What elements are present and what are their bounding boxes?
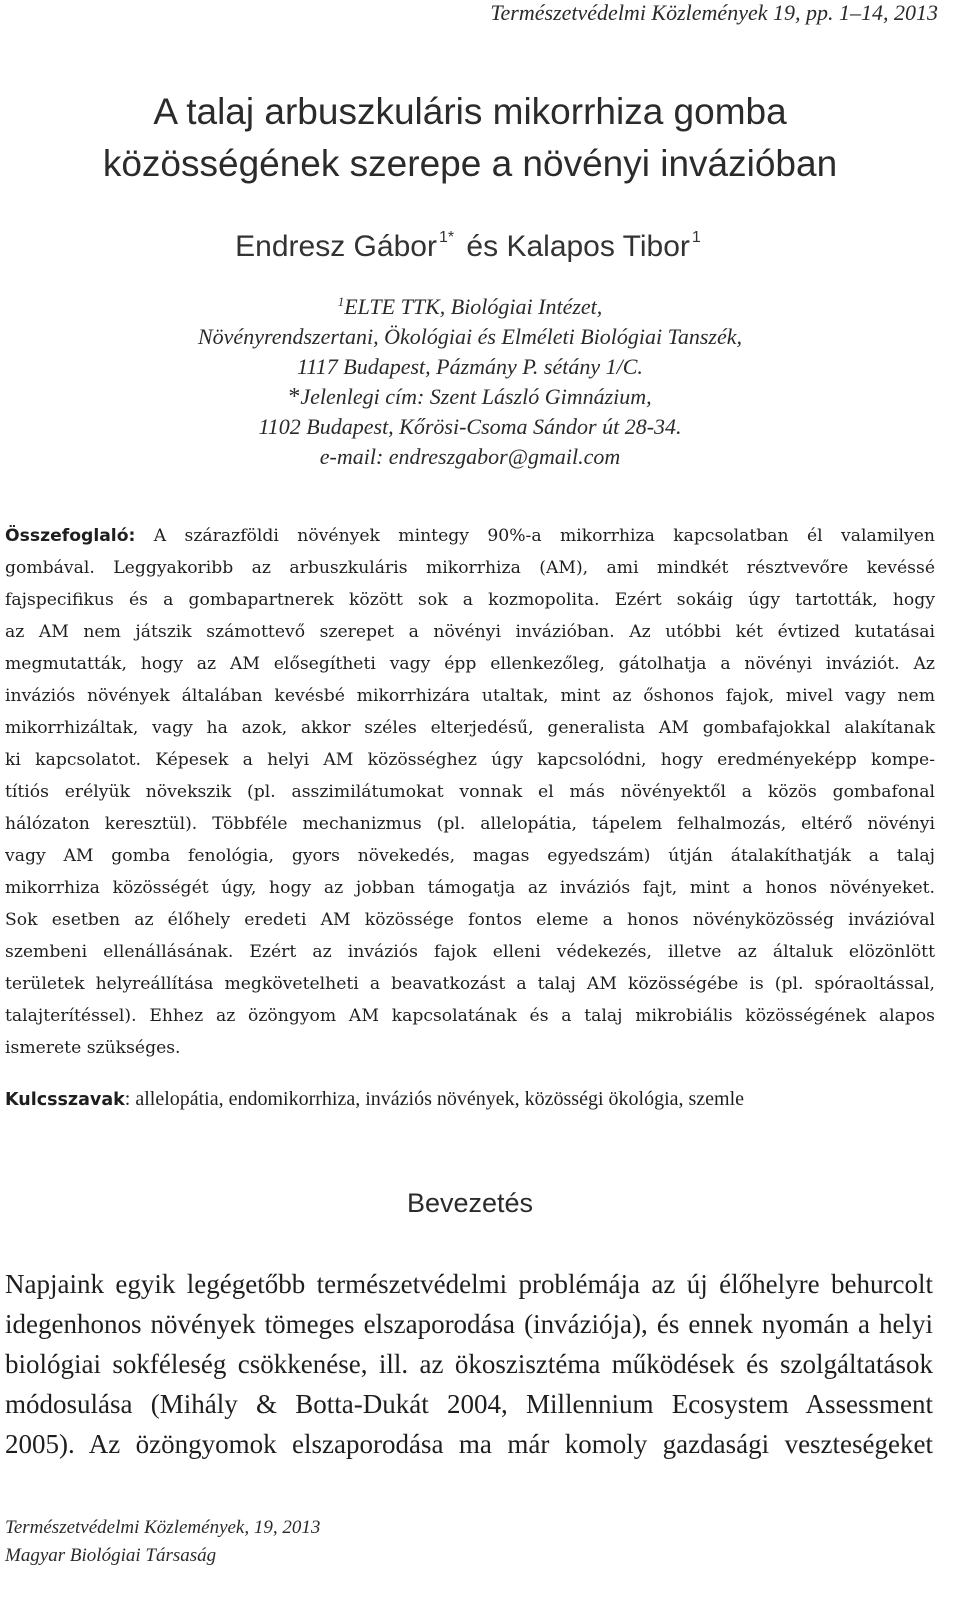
author-1-affil-mark: 1* <box>438 229 455 246</box>
body-line: módosulása (Mihály & Botta-Dukát 2004, Millennium Ecosystem Assessment <box>5 1389 933 1419</box>
author-2: Kalapos Tibor <box>506 230 690 263</box>
abstract-line: Összefoglaló: A szárazföldi növények mintegy 90%-a mikorrhiza kapcsolatban él valamilyen <box>5 526 935 546</box>
affiliation-mark: 1 <box>337 294 345 309</box>
abstract-line: szembeni ellenállásának. Ezért az inváziós fajok elleni védekezés, illetve az általuk elözönlött <box>5 942 935 962</box>
running-head: Természetvédelmi Közlemények 19, pp. 1–14, 2013 <box>490 0 938 25</box>
affiliation-line-3: 1117 Budapest, Pázmány P. sétány 1/C. <box>297 354 643 379</box>
section-heading: Bevezetés <box>406 1188 534 1218</box>
affiliation-line-1: $^1$ELTE TTK, Biológiai Intézet, <box>337 294 603 319</box>
abstract-line: inváziós növények általában kevésbé mikorrhizára utaltak, mint az őshonos fajok, mivel vagy nem <box>5 686 935 706</box>
abstract <box>5 520 935 1064</box>
abstract-line: mikorrhiza közösségét úgy, hogy az jobban támogatja az inváziós fajt, mint a honos növényeket. <box>5 878 935 898</box>
abstract-line: Sok esetben az élőhely eredeti AM közössége fontos eleme a honos növényközösség invázióval <box>5 910 935 930</box>
footer-journal: Természetvédelmi Közlemények, 19, 2013 <box>5 1517 321 1538</box>
affiliation-line-2: Növényrendszertani, Ökológiai és Elméleti Biológiai Tanszék, <box>197 324 743 349</box>
abstract-line: gombával. Leggyakoribb az arbuszkuláris mikorrhiza (AM), ami mindkét résztvevőre kevéssé <box>5 558 935 578</box>
current-address-mark: * <box>288 384 301 410</box>
abstract-line: hálózaton keresztül). Többféle mechanizmus (pl. allelopátia, tápelem felhalmozás, eltérő növényi <box>5 814 935 834</box>
introduction-text <box>5 1264 933 1464</box>
abstract-line: az AM nem játszik számottevő szerepet a növényi invázióban. Az utóbbi két évtized kutatásai <box>5 622 935 642</box>
paper-title <box>0 86 940 190</box>
keywords-label: Kulcsszavak <box>5 1090 125 1110</box>
abstract-line: vagy AM gomba fenológia, gyors növekedés, magas egyedszám) útján átalakíthatják a talaj <box>5 846 935 866</box>
keywords <box>5 1088 744 1111</box>
footer-publisher: Magyar Biológiai Társaság <box>5 1545 217 1566</box>
abstract-label: Összefoglaló: <box>5 526 136 546</box>
title-line-2: közösségének szerepe a növényi invázióban <box>102 143 838 184</box>
author-1: Endresz Gábor <box>235 230 437 263</box>
abstract-line: ismerete szükséges. <box>5 1038 181 1058</box>
author-2-affil-mark: 1 <box>691 229 701 246</box>
abstract-line: ki kapcsolatot. Képesek a helyi AM közösséghez úgy kapcsolódni, hogy eredményeképp kompe- <box>5 750 935 770</box>
body-line: biológiai sokféleség csökkenése, ill. az ökoszisztéma működések és szolgáltatások <box>5 1349 933 1379</box>
abstract-line: títiós erélyük növekszik (pl. asszimilátumokat vonnak el más növényektől a közös gombafonal <box>5 782 935 802</box>
affiliation-line-5: 1102 Budapest, Kőrösi-Csoma Sándor út 28-34. <box>258 414 682 439</box>
body-line: idegenhonos növények tömeges elszaporodása (inváziója), és ennek nyomán a helyi <box>5 1309 933 1339</box>
body-line: Napjaink egyik legégetőbb természetvédelmi problémája az új élőhelyre behurcolt <box>5 1269 933 1299</box>
abstract-line: megmutatták, hogy az AM elősegítheti vagy épp ellenkezőleg, gátolhatja a növényi inváziót. Az <box>5 654 935 674</box>
abstract-line: területek helyreállítása megkövetelheti a beavatkozást a talaj AM közösségébe is (pl. spóraoltással, <box>5 974 935 994</box>
body-line: 2005). Az özöngyomok elszaporodása ma már komoly gazdasági veszteségeket <box>5 1429 933 1459</box>
affiliation-line-4: *Jelenlegi cím: Szent László Gimnázium, <box>288 384 652 410</box>
abstract-line: talajterítéssel). Ehhez az özöngyom AM kapcsolatának és a talaj mikrobiális közösségének alapos <box>5 1006 935 1026</box>
abstract-line: fajspecifikus és a gombapartnerek között sok a kozmopolita. Ezért sokáig úgy tartották, hogy <box>5 590 935 610</box>
title-line-1: A talaj arbuszkuláris mikorrhiza gomba <box>153 91 787 132</box>
affiliation-block <box>0 287 940 472</box>
author-list <box>0 218 940 267</box>
keywords-text: : allelopátia, endomikorrhiza, inváziós növények, közösségi ökológia, szemle <box>124 1088 745 1110</box>
page-footer <box>5 1514 320 1570</box>
abstract-line: mikorrhizáltak, vagy ha azok, akkor széles elterjedésű, generalista AM gombafajokkal alakítanak <box>5 718 935 738</box>
contact-email: e-mail: endreszgabor@gmail.com <box>319 444 621 469</box>
author-joiner: és <box>466 230 499 263</box>
